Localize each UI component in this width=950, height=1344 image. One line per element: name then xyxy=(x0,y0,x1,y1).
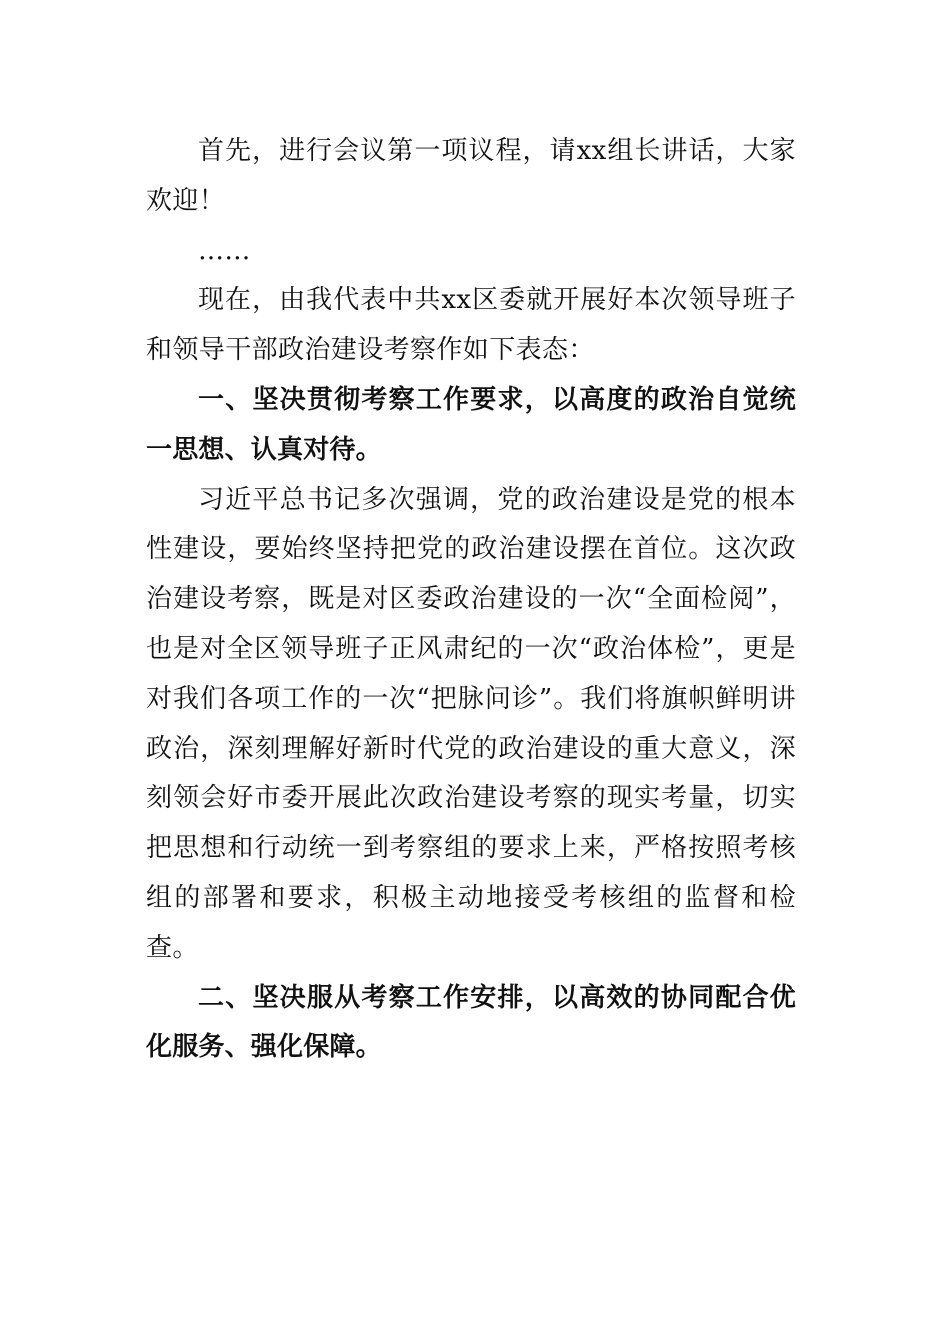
paragraph-ellipsis: …… xyxy=(198,235,251,266)
paragraph-opening: 首先，进行会议第一项议程，请xx组长讲话，大家欢迎！ xyxy=(146,136,796,216)
section-heading-2: 二、坚决服从考察工作安排，以高效的协同配合优化服务、强化保障。 xyxy=(146,982,796,1063)
paragraph-statement-intro: 现在，由我代表中共xx区委就开展好本次领导班子和领导干部政治建设考察作如下表态： xyxy=(146,285,796,366)
section-heading-1: 一、坚决贯彻考察工作要求，以高度的政治自觉统一思想、认真对待。 xyxy=(146,384,796,465)
document-body xyxy=(146,127,796,1073)
paragraph-section-1-body: 习近平总书记多次强调，党的政治建设是党的根本性建设，要始终坚持把党的政治建设摆在首位。这次政治建设考察，既是对区委政治建设的一次“全面检阅”，也是对全区领导班子正风肃纪的一次“政治体检”，更是对我们各项工作的一次“把脉问诊”。我们将旗帜鲜明讲政治，深刻理解好新时代党的政治建设的重大意义，深刻领会好市委开展此次政治建设考察的现实考量，切实把思想和行动统一到考察组的要求上来，严格按照考核组的部署和要求，积极主动地接受考核组的监督和检查。 xyxy=(146,484,796,963)
